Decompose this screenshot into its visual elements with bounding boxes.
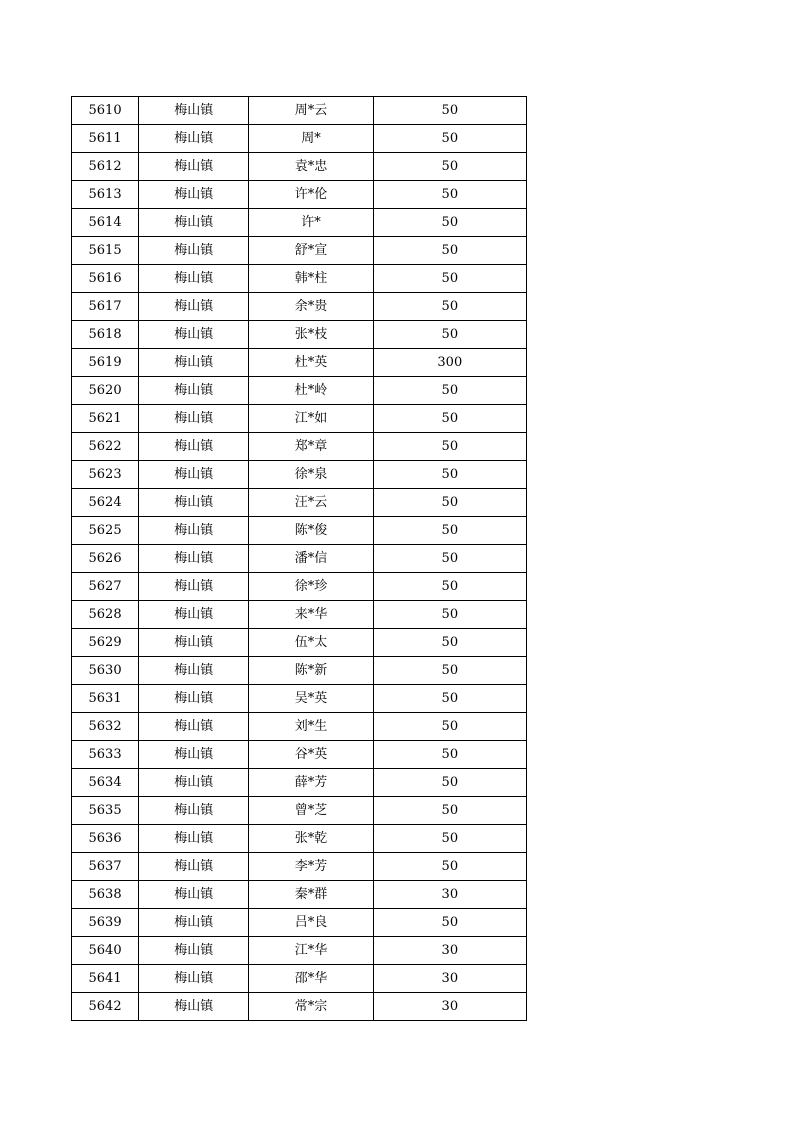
amount-cell: 50	[373, 153, 526, 181]
town-cell: 梅山镇	[139, 377, 249, 405]
person-name-cell: 张*枝	[249, 321, 373, 349]
table-row	[72, 825, 527, 853]
town-cell: 梅山镇	[139, 741, 249, 769]
table-row	[72, 265, 527, 293]
amount-cell: 50	[373, 797, 526, 825]
town-cell: 梅山镇	[139, 993, 249, 1021]
row-number-cell: 5637	[72, 853, 139, 881]
row-number-cell: 5640	[72, 937, 139, 965]
table-row	[72, 97, 527, 125]
person-name-cell: 谷*英	[249, 741, 373, 769]
row-number-cell: 5631	[72, 685, 139, 713]
town-cell: 梅山镇	[139, 853, 249, 881]
amount-cell: 50	[373, 209, 526, 237]
amount-cell: 50	[373, 461, 526, 489]
person-name-cell: 邵*华	[249, 965, 373, 993]
amount-cell: 50	[373, 433, 526, 461]
table-row	[72, 237, 527, 265]
table-row	[72, 797, 527, 825]
row-number-cell: 5618	[72, 321, 139, 349]
row-number-cell: 5623	[72, 461, 139, 489]
town-cell: 梅山镇	[139, 153, 249, 181]
town-cell: 梅山镇	[139, 629, 249, 657]
town-cell: 梅山镇	[139, 937, 249, 965]
row-number-cell: 5629	[72, 629, 139, 657]
person-name-cell: 伍*太	[249, 629, 373, 657]
table-row	[72, 685, 527, 713]
town-cell: 梅山镇	[139, 909, 249, 937]
person-name-cell: 来*华	[249, 601, 373, 629]
table-row	[72, 517, 527, 545]
table-row	[72, 153, 527, 181]
town-cell: 梅山镇	[139, 489, 249, 517]
town-cell: 梅山镇	[139, 97, 249, 125]
person-name-cell: 江*华	[249, 937, 373, 965]
town-cell: 梅山镇	[139, 433, 249, 461]
row-number-cell: 5613	[72, 181, 139, 209]
town-cell: 梅山镇	[139, 237, 249, 265]
ledger-table-body	[72, 97, 527, 1021]
table-row	[72, 629, 527, 657]
amount-cell: 30	[373, 881, 526, 909]
ledger-table	[71, 96, 527, 1021]
amount-cell: 50	[373, 713, 526, 741]
row-number-cell: 5632	[72, 713, 139, 741]
person-name-cell: 袁*忠	[249, 153, 373, 181]
row-number-cell: 5620	[72, 377, 139, 405]
row-number-cell: 5633	[72, 741, 139, 769]
town-cell: 梅山镇	[139, 601, 249, 629]
row-number-cell: 5611	[72, 125, 139, 153]
row-number-cell: 5612	[72, 153, 139, 181]
person-name-cell: 常*宗	[249, 993, 373, 1021]
amount-cell: 50	[373, 293, 526, 321]
person-name-cell: 许*伦	[249, 181, 373, 209]
town-cell: 梅山镇	[139, 965, 249, 993]
amount-cell: 50	[373, 769, 526, 797]
person-name-cell: 徐*珍	[249, 573, 373, 601]
amount-cell: 50	[373, 517, 526, 545]
town-cell: 梅山镇	[139, 545, 249, 573]
town-cell: 梅山镇	[139, 713, 249, 741]
row-number-cell: 5622	[72, 433, 139, 461]
town-cell: 梅山镇	[139, 265, 249, 293]
row-number-cell: 5619	[72, 349, 139, 377]
town-cell: 梅山镇	[139, 573, 249, 601]
row-number-cell: 5625	[72, 517, 139, 545]
town-cell: 梅山镇	[139, 797, 249, 825]
amount-cell: 30	[373, 965, 526, 993]
table-row	[72, 965, 527, 993]
person-name-cell: 许*	[249, 209, 373, 237]
row-number-cell: 5634	[72, 769, 139, 797]
person-name-cell: 杜*岭	[249, 377, 373, 405]
amount-cell: 300	[373, 349, 526, 377]
person-name-cell: 秦*群	[249, 881, 373, 909]
row-number-cell: 5614	[72, 209, 139, 237]
table-row	[72, 461, 527, 489]
town-cell: 梅山镇	[139, 517, 249, 545]
amount-cell: 50	[373, 237, 526, 265]
person-name-cell: 周*	[249, 125, 373, 153]
table-row	[72, 601, 527, 629]
person-name-cell: 周*云	[249, 97, 373, 125]
table-row	[72, 349, 527, 377]
person-name-cell: 李*芳	[249, 853, 373, 881]
person-name-cell: 徐*泉	[249, 461, 373, 489]
person-name-cell: 舒*宣	[249, 237, 373, 265]
table-row	[72, 853, 527, 881]
amount-cell: 50	[373, 629, 526, 657]
table-row	[72, 433, 527, 461]
table-row	[72, 293, 527, 321]
town-cell: 梅山镇	[139, 349, 249, 377]
amount-cell: 50	[373, 97, 526, 125]
person-name-cell: 郑*章	[249, 433, 373, 461]
person-name-cell: 吴*英	[249, 685, 373, 713]
table-row	[72, 405, 527, 433]
town-cell: 梅山镇	[139, 881, 249, 909]
person-name-cell: 刘*生	[249, 713, 373, 741]
row-number-cell: 5635	[72, 797, 139, 825]
town-cell: 梅山镇	[139, 461, 249, 489]
row-number-cell: 5638	[72, 881, 139, 909]
amount-cell: 50	[373, 741, 526, 769]
person-name-cell: 吕*良	[249, 909, 373, 937]
amount-cell: 50	[373, 125, 526, 153]
row-number-cell: 5627	[72, 573, 139, 601]
row-number-cell: 5610	[72, 97, 139, 125]
table-row	[72, 657, 527, 685]
amount-cell: 50	[373, 657, 526, 685]
town-cell: 梅山镇	[139, 405, 249, 433]
row-number-cell: 5642	[72, 993, 139, 1021]
table-row	[72, 769, 527, 797]
table-row	[72, 489, 527, 517]
town-cell: 梅山镇	[139, 181, 249, 209]
table-row	[72, 321, 527, 349]
amount-cell: 50	[373, 685, 526, 713]
person-name-cell: 薛*芳	[249, 769, 373, 797]
row-number-cell: 5617	[72, 293, 139, 321]
amount-cell: 30	[373, 937, 526, 965]
table-row	[72, 181, 527, 209]
town-cell: 梅山镇	[139, 209, 249, 237]
person-name-cell: 江*如	[249, 405, 373, 433]
amount-cell: 50	[373, 181, 526, 209]
amount-cell: 50	[373, 825, 526, 853]
town-cell: 梅山镇	[139, 321, 249, 349]
town-cell: 梅山镇	[139, 825, 249, 853]
person-name-cell: 杜*英	[249, 349, 373, 377]
person-name-cell: 汪*云	[249, 489, 373, 517]
person-name-cell: 余*贵	[249, 293, 373, 321]
table-row	[72, 881, 527, 909]
amount-cell: 50	[373, 853, 526, 881]
person-name-cell: 韩*柱	[249, 265, 373, 293]
amount-cell: 50	[373, 377, 526, 405]
person-name-cell: 陈*新	[249, 657, 373, 685]
town-cell: 梅山镇	[139, 125, 249, 153]
person-name-cell: 张*乾	[249, 825, 373, 853]
amount-cell: 50	[373, 909, 526, 937]
row-number-cell: 5639	[72, 909, 139, 937]
row-number-cell: 5630	[72, 657, 139, 685]
row-number-cell: 5624	[72, 489, 139, 517]
table-row	[72, 993, 527, 1021]
table-row	[72, 545, 527, 573]
row-number-cell: 5616	[72, 265, 139, 293]
table-row	[72, 741, 527, 769]
table-row	[72, 377, 527, 405]
amount-cell: 30	[373, 993, 526, 1021]
person-name-cell: 潘*信	[249, 545, 373, 573]
row-number-cell: 5641	[72, 965, 139, 993]
amount-cell: 50	[373, 573, 526, 601]
amount-cell: 50	[373, 601, 526, 629]
row-number-cell: 5626	[72, 545, 139, 573]
town-cell: 梅山镇	[139, 293, 249, 321]
table-row	[72, 209, 527, 237]
amount-cell: 50	[373, 321, 526, 349]
town-cell: 梅山镇	[139, 685, 249, 713]
row-number-cell: 5628	[72, 601, 139, 629]
town-cell: 梅山镇	[139, 769, 249, 797]
table-row	[72, 713, 527, 741]
person-name-cell: 陈*俊	[249, 517, 373, 545]
row-number-cell: 5621	[72, 405, 139, 433]
amount-cell: 50	[373, 545, 526, 573]
row-number-cell: 5636	[72, 825, 139, 853]
row-number-cell: 5615	[72, 237, 139, 265]
table-row	[72, 573, 527, 601]
amount-cell: 50	[373, 489, 526, 517]
table-row	[72, 937, 527, 965]
town-cell: 梅山镇	[139, 657, 249, 685]
table-row	[72, 909, 527, 937]
amount-cell: 50	[373, 265, 526, 293]
table-row	[72, 125, 527, 153]
amount-cell: 50	[373, 405, 526, 433]
person-name-cell: 曾*芝	[249, 797, 373, 825]
